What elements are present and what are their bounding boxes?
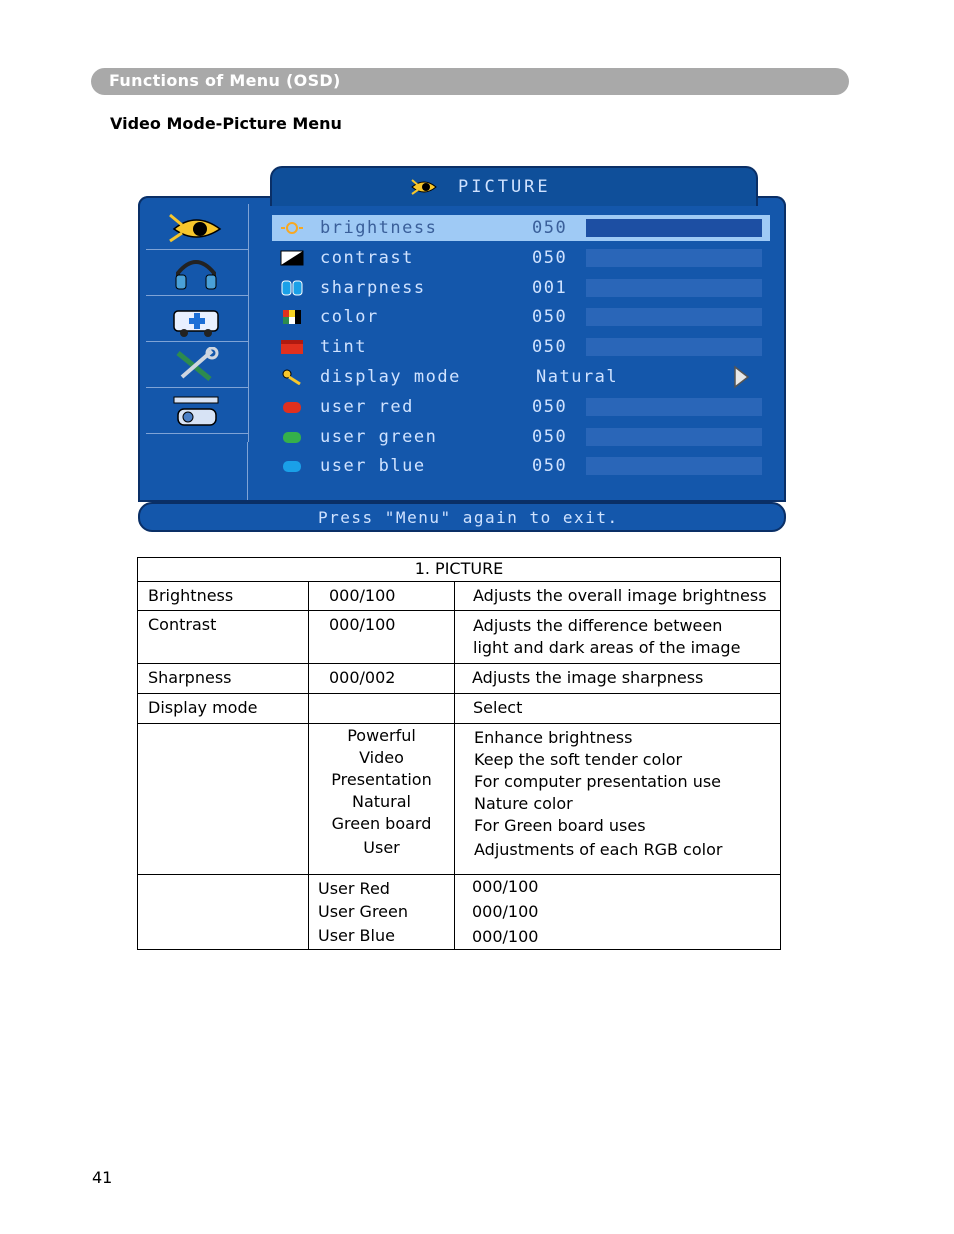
- sidebar-divider: [247, 442, 248, 500]
- table-cell-user-color-names: [309, 875, 455, 950]
- mode-name: Presentation: [331, 770, 432, 789]
- osd-row-value: Natural: [536, 367, 619, 387]
- table-cell-desc: [455, 611, 781, 664]
- user-color-name: User Blue: [318, 926, 395, 945]
- eye-icon: [168, 209, 224, 245]
- projector-icon: [168, 393, 224, 429]
- osd-row-value: 050: [532, 337, 568, 357]
- osd-row-user-red[interactable]: [272, 394, 770, 420]
- table-row: [138, 611, 781, 664]
- mode-name: User: [363, 838, 400, 857]
- eye-icon: [410, 176, 438, 198]
- osd-row-level-bar[interactable]: [586, 428, 762, 446]
- table-cell-desc: Adjusts the overall image brightness: [455, 582, 781, 611]
- tint-icon: [280, 339, 304, 355]
- user-red-icon: [280, 399, 304, 415]
- desc-line: Adjusts the difference between: [473, 616, 723, 635]
- osd-title: PICTURE: [458, 177, 551, 197]
- osd-row-sharpness[interactable]: [272, 275, 770, 301]
- osd-row-label: tint: [320, 337, 367, 357]
- mode-desc: Nature color: [474, 794, 573, 813]
- osd-row-value: 050: [532, 427, 568, 447]
- table-cell-range: 000/100: [309, 611, 455, 664]
- page-subtitle: Video Mode-Picture Menu: [110, 114, 342, 133]
- brightness-icon: [280, 220, 304, 236]
- mode-name: Natural: [351, 792, 411, 811]
- osd-footer-text: Press "Menu" again to exit.: [318, 508, 619, 527]
- osd-row-brightness[interactable]: [272, 215, 770, 241]
- mode-name: Powerful: [347, 726, 416, 745]
- mode-desc: For Green board uses: [474, 816, 646, 835]
- sharpness-icon: [280, 280, 304, 296]
- osd-row-level-bar[interactable]: [586, 398, 762, 416]
- mode-name: Green board: [331, 814, 432, 833]
- table-row-modes: [138, 724, 781, 875]
- mode-desc: For computer presentation use: [474, 772, 722, 791]
- osd-row-level-bar[interactable]: [586, 457, 762, 475]
- section-title: Functions of Menu (OSD): [109, 71, 341, 90]
- table-cell-range: 000/100: [309, 582, 455, 611]
- osd-row-label: display mode: [320, 367, 461, 387]
- osd-row-level-bar[interactable]: [586, 308, 762, 326]
- osd-row-label: user green: [320, 427, 438, 447]
- osd-row-label: sharpness: [320, 278, 426, 298]
- osd-row-label: user red: [320, 397, 414, 417]
- mode-desc: Adjustments of each RGB color: [474, 840, 723, 859]
- table-cell-mode-descs: [455, 724, 781, 875]
- osd-row-level-bar[interactable]: [586, 219, 762, 237]
- sidebar-item-audio[interactable]: [146, 250, 248, 296]
- table-cell-desc: Adjusts the image sharpness: [455, 664, 781, 694]
- tools-icon: [168, 347, 224, 383]
- table-cell-empty: [138, 875, 309, 950]
- osd-row-label: brightness: [320, 218, 438, 238]
- sidebar-item-picture[interactable]: [146, 204, 248, 250]
- table-row: [138, 694, 781, 724]
- table-row: [138, 664, 781, 694]
- mode-name: Video: [359, 748, 404, 767]
- chevron-right-icon[interactable]: [732, 365, 750, 389]
- page-number: 41: [92, 1168, 113, 1187]
- user-color-value: 000/100: [472, 902, 539, 921]
- osd-row-level-bar[interactable]: [586, 249, 762, 267]
- color-icon: [280, 309, 304, 325]
- sidebar-item-projector[interactable]: [146, 388, 248, 434]
- table-cell-range: 000/002: [309, 664, 455, 694]
- osd-title-tab: [270, 166, 758, 206]
- desc-line: light and dark areas of the image: [473, 638, 741, 657]
- mode-desc: Keep the soft tender color: [474, 750, 683, 769]
- osd-row-display-mode[interactable]: [272, 364, 770, 390]
- user-green-icon: [280, 429, 304, 445]
- table-cell-mode-names: [309, 724, 455, 875]
- osd-row-value: 050: [532, 218, 568, 238]
- table-cell-name: Brightness: [138, 582, 309, 611]
- display-mode-icon: [280, 369, 304, 385]
- sidebar-item-setup[interactable]: [146, 342, 248, 388]
- osd-row-label: color: [320, 307, 379, 327]
- osd-row-level-bar[interactable]: [586, 279, 762, 297]
- osd-row-color[interactable]: [272, 304, 770, 330]
- osd-row-label: user blue: [320, 456, 426, 476]
- contrast-icon: [280, 250, 304, 266]
- table-row-user-colors: [138, 875, 781, 950]
- osd-row-contrast[interactable]: [272, 245, 770, 271]
- osd-row-label: contrast: [320, 248, 414, 268]
- table-cell-desc: Select: [455, 694, 781, 724]
- osd-row-level-bar[interactable]: [586, 338, 762, 356]
- user-blue-icon: [280, 458, 304, 474]
- mode-desc: Enhance brightness: [474, 728, 633, 747]
- table-cell-name: Contrast: [138, 611, 309, 664]
- user-color-value: 000/100: [472, 927, 539, 946]
- osd-row-tint[interactable]: [272, 334, 770, 360]
- osd-picture-menu: [138, 166, 786, 534]
- table-cell-name: Sharpness: [138, 664, 309, 694]
- table-cell-user-color-values: [455, 875, 781, 950]
- section-header-bar: [91, 68, 849, 95]
- osd-row-value: 050: [532, 456, 568, 476]
- osd-sidebar: [146, 204, 249, 442]
- osd-row-value: 050: [532, 307, 568, 327]
- picture-spec-table: [137, 557, 781, 950]
- osd-row-user-green[interactable]: [272, 424, 770, 450]
- table-cell-range: [309, 694, 455, 724]
- ambulance-icon: [168, 301, 224, 337]
- table-cell-empty: [138, 724, 309, 875]
- osd-footer: [138, 502, 786, 532]
- user-color-name: User Red: [318, 879, 390, 898]
- user-color-value: 000/100: [472, 877, 539, 896]
- user-color-name: User Green: [318, 902, 409, 921]
- osd-row-value: 001: [532, 278, 568, 298]
- table-cell-name: Display mode: [138, 694, 309, 724]
- osd-row-value: 050: [532, 248, 568, 268]
- osd-row-value: 050: [532, 397, 568, 417]
- table-caption: 1. PICTURE: [138, 558, 781, 582]
- table-row: [138, 582, 781, 611]
- osd-row-user-blue[interactable]: [272, 453, 770, 479]
- headphones-icon: [168, 255, 224, 291]
- sidebar-item-emergency[interactable]: [146, 296, 248, 342]
